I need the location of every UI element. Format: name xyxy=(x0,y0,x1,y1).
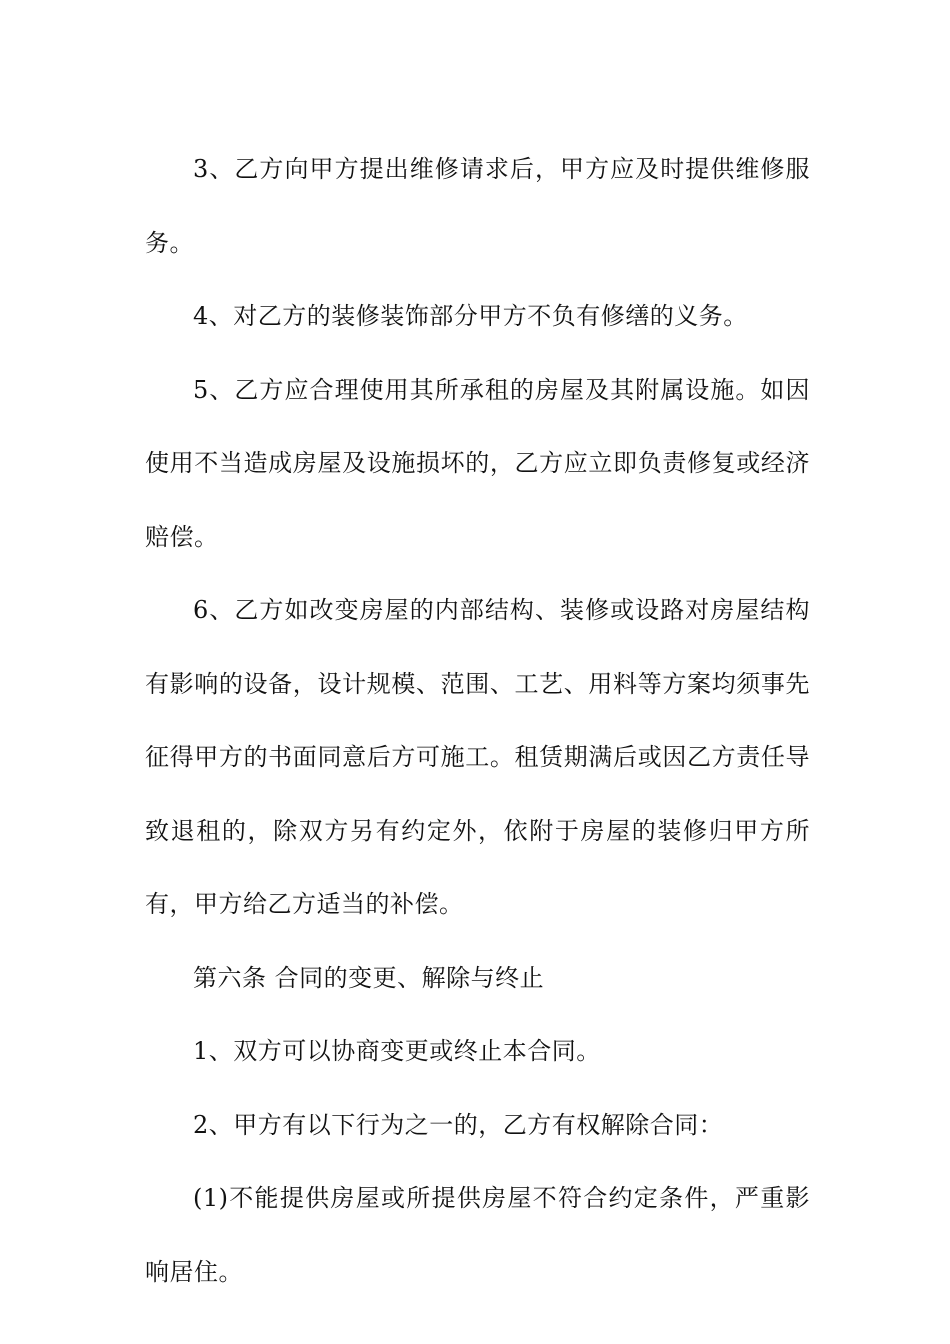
section-heading-article-6: 第六条 合同的变更、解除与终止 xyxy=(193,963,545,992)
paragraph-item-6: 6、乙方如改变房屋的内部结构、装修或设路对房屋结构有影响的设备，设计规模、范围、工艺、用料等方案均须事先征得甲方的书面同意后方可施工。租赁期满后或因乙方责任导致退租的，除双方另有约定外，依附于房屋的装修归甲方所有，甲方给乙方适当的补偿。 xyxy=(145,596,810,918)
document-body xyxy=(145,133,810,1309)
paragraph-item-4: 4、对乙方的装修装饰部分甲方不负有修缮的义务。 xyxy=(193,302,748,330)
paragraph-item-2: 2、甲方有以下行为之一的，乙方有权解除合同： xyxy=(193,1110,724,1139)
paragraph-item-3: 3、乙方向甲方提出维修请求后，甲方应及时提供维修服务。 xyxy=(145,155,810,257)
paragraph-item-1: 1、双方可以协商变更或终止本合同。 xyxy=(193,1037,601,1065)
paragraph-subitem-1: (1)不能提供房屋或所提供房屋不符合约定条件，严重影响居住。 xyxy=(145,1184,810,1286)
paragraph-item-5: 5、乙方应合理使用其所承租的房屋及其附属设施。如因使用不当造成房屋及设施损坏的，乙方应立即负责修复或经济赔偿。 xyxy=(145,375,810,551)
